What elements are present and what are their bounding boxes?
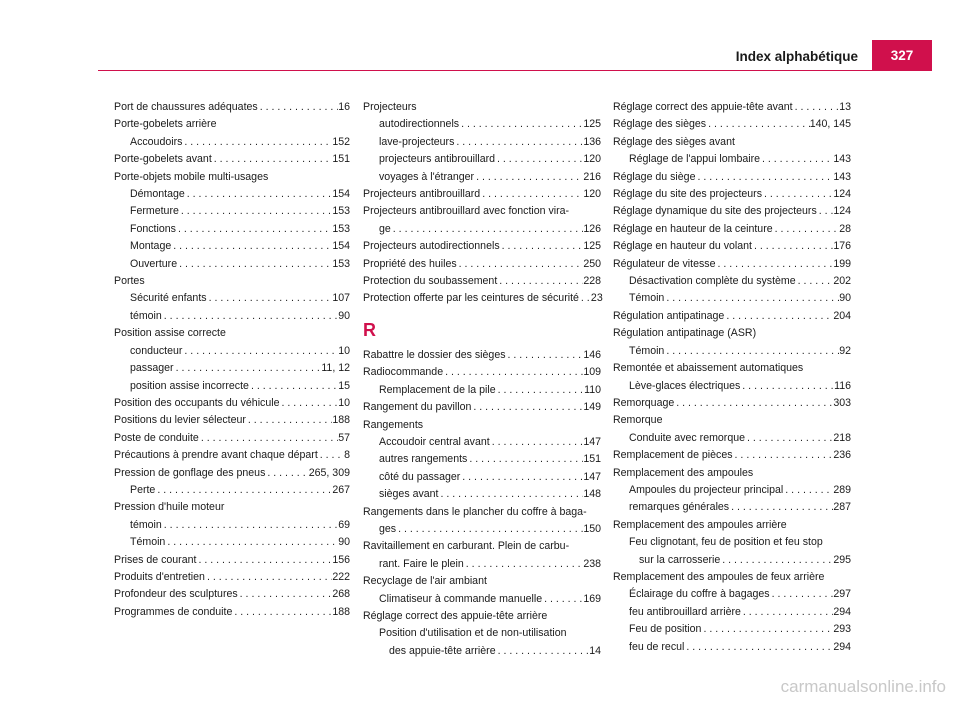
index-subentry: Témoin . . . 90 (114, 534, 350, 551)
page-number-badge: 327 (872, 40, 932, 70)
page-ref: 238 (583, 557, 601, 570)
page-ref: 169 (583, 592, 601, 605)
index-entry: Régulateur de vitesse . . . 199 (613, 256, 851, 273)
index-heading: Remplacement des ampoules de feux arrière (613, 570, 825, 583)
index-heading: Remplacement des ampoules arrière (613, 518, 787, 531)
page-ref: 143 (833, 170, 851, 183)
index-column-1 (114, 99, 350, 621)
page-ref: 250 (583, 257, 601, 270)
index-subentry-continuation: sur la carrosserie . . . 295 (613, 552, 851, 569)
index-subentry: Réglage de l'appui lombaire . . . 143 (613, 151, 851, 168)
index-subentry-wrapped: Position d'utilisation et de non-utilisation (379, 627, 567, 640)
page-ref: 120 (583, 153, 601, 166)
page-ref: 151 (332, 153, 350, 166)
watermark: carmanualsonline.info (780, 677, 946, 696)
page-ref: 199 (833, 257, 851, 270)
index-entry: Réglage en hauteur de la ceinture . . . 28 (613, 221, 851, 238)
index-subentry: Témoin . . . 90 (613, 290, 851, 307)
page-ref: 268 (332, 588, 350, 601)
index-entry: Réglage correct des appuie-tête avant . . . 13 (613, 99, 851, 116)
page-ref: 90 (338, 309, 350, 322)
index-subentry: Remplacement de la pile . . . 110 (363, 382, 601, 399)
page-ref: 202 (833, 275, 851, 288)
index-subentry: côté du passager . . . 147 (363, 469, 601, 486)
section-letter: R (363, 319, 376, 340)
index-entry: Protection du soubassement . . . 228 (363, 273, 601, 290)
page-ref: 28 (839, 222, 851, 235)
index-subentry: passager . . . 11, 12 (114, 360, 350, 377)
page-ref: 10 (338, 344, 350, 357)
index-subentry: voyages à l'étranger . . . 216 (363, 169, 601, 186)
index-entry: Porte-gobelets avant . . . 151 (114, 151, 350, 168)
page-ref: 23 (590, 292, 603, 305)
index-entry: Positions du levier sélecteur . . . 188 (114, 412, 350, 429)
index-entry: Remplacement de pièces . . . 236 (613, 447, 851, 464)
page-ref: 289 (833, 483, 851, 496)
page-ref: 222 (332, 570, 350, 583)
page-ref: 90 (338, 536, 350, 549)
page-ref: 216 (583, 170, 601, 183)
page-ref: 147 (583, 435, 601, 448)
index-heading: Remontée et abaissement automatiques (613, 362, 804, 375)
page-ref: 188 (332, 605, 350, 618)
index-subentry-wrapped: Feu clignotant, feu de position et feu stop (629, 536, 823, 549)
page-ref: 153 (332, 205, 350, 218)
index-entry: Protection offerte par les ceintures de sécurité . . . 23 (363, 290, 601, 307)
index-subentry: sièges avant . . . 148 (363, 486, 601, 503)
page-ref: 236 (833, 449, 851, 462)
index-subentry-continuation: des appuie-tête arrière . . . 14 (363, 643, 601, 660)
index-subentry: conducteur . . . 10 (114, 343, 350, 360)
index-subentry: feu de recul . . . 294 (613, 639, 851, 656)
index-heading: Porte-gobelets arrière (114, 118, 217, 131)
page-ref: 124 (833, 205, 851, 218)
index-subentry: Fonctions . . . 153 (114, 221, 350, 238)
header-divider (98, 70, 932, 71)
index-entry: Port de chaussures adéquates . . . 16 (114, 99, 350, 116)
index-subentry: remarques générales . . . 287 (613, 499, 851, 516)
page-ref: 218 (833, 431, 851, 444)
page-ref: 124 (833, 188, 851, 201)
index-heading: Régulation antipatinage (ASR) (613, 327, 757, 340)
page-ref: 16 (338, 101, 350, 113)
page-ref: 265, 309 (308, 466, 350, 479)
page-ref: 228 (583, 275, 601, 288)
index-subentry: Ampoules du projecteur principal . . . 289 (613, 482, 851, 499)
index-heading: Portes (114, 275, 145, 288)
index-entry: Propriété des huiles . . . 250 (363, 256, 601, 273)
page-ref: 303 (833, 396, 851, 409)
page-ref: 295 (833, 553, 851, 566)
index-heading: Remorque (613, 414, 663, 427)
index-entry: Programmes de conduite . . . 188 (114, 604, 350, 621)
page-ref: 294 (833, 605, 851, 618)
page-ref: 146 (583, 348, 601, 361)
index-heading: Remplacement des ampoules (613, 466, 754, 479)
index-entry: Profondeur des sculptures . . . 268 (114, 586, 350, 603)
index-subentry: Désactivation complète du système . . . 202 (613, 273, 851, 290)
page-ref: 154 (332, 188, 350, 201)
page-ref: 10 (338, 396, 350, 409)
index-subentry: témoin . . . 90 (114, 308, 350, 325)
page-ref: 57 (338, 431, 350, 444)
page-ref: 154 (332, 240, 350, 253)
index-entry: Régulation antipatinage . . . 204 (613, 308, 851, 325)
index-entry: Produits d'entretien . . . 222 (114, 569, 350, 586)
page-ref: 148 (583, 488, 601, 501)
page-ref: 15 (338, 379, 350, 392)
page-ref: 152 (332, 135, 350, 148)
page-ref: 92 (839, 344, 851, 357)
index-subentry: Témoin . . . 92 (613, 343, 851, 360)
index-subentry: Lève-glaces électriques . . . 116 (613, 378, 851, 395)
index-heading: Réglage correct des appuie-tête arrière (363, 609, 548, 622)
index-entry-wrapped: Ravitaillement en carburant. Plein de carbu- (363, 540, 570, 553)
index-subentry: Ouverture . . . 153 (114, 256, 350, 273)
index-entry: Projecteurs autodirectionnels . . . 125 (363, 238, 601, 255)
page-ref: 176 (833, 240, 851, 253)
index-heading: Rangements (363, 418, 424, 431)
page-ref: 156 (332, 553, 350, 566)
index-heading: Projecteurs (363, 101, 417, 113)
index-column-3 (613, 99, 851, 656)
index-entry: Projecteurs antibrouillard . . . 120 (363, 186, 601, 203)
index-column-2 (363, 99, 601, 660)
index-entry: Précautions à prendre avant chaque départ . . . 8 (114, 447, 350, 464)
page-ref: 287 (833, 501, 851, 514)
page-ref: 147 (583, 470, 601, 483)
index-heading: Porte-objets mobile multi-usages (114, 170, 269, 183)
index-subentry: Perte . . . 267 (114, 482, 350, 499)
index-entry: Poste de conduite . . . 57 (114, 430, 350, 447)
page-ref: 136 (583, 135, 601, 148)
index-entry: Rabattre le dossier des sièges . . . 146 (363, 347, 601, 364)
page-ref: 293 (833, 623, 851, 636)
page-ref: 126 (583, 222, 601, 235)
index-subentry: autres rangements . . . 151 (363, 451, 601, 468)
page-ref: 120 (583, 188, 601, 201)
index-entry: Réglage en hauteur du volant . . . 176 (613, 238, 851, 255)
page-ref: 107 (332, 292, 350, 305)
index-entry: Réglage du siège . . . 143 (613, 169, 851, 186)
index-subentry: Accoudoirs . . . 152 (114, 134, 350, 151)
page-ref: 204 (833, 309, 851, 322)
index-subentry: feu antibrouillard arrière . . . 294 (613, 604, 851, 621)
page-ref: 125 (583, 240, 601, 253)
index-subentry: position assise incorrecte . . . 15 (114, 378, 350, 395)
index-entry: Pression de gonflage des pneus . . . 265, 309 (114, 465, 350, 482)
index-entry: Remorquage . . . 303 (613, 395, 851, 412)
page-ref: 267 (332, 483, 350, 496)
index-entry: Rangement du pavillon . . . 149 (363, 399, 601, 416)
page-ref: 151 (583, 453, 601, 466)
page-ref: 150 (583, 522, 601, 535)
index-subentry: Feu de position . . . 293 (613, 621, 851, 638)
index-subentry: Montage . . . 154 (114, 238, 350, 255)
index-subentry: autodirectionnels . . . 125 (363, 116, 601, 133)
page-ref: 297 (833, 588, 851, 601)
index-subentry: Conduite avec remorque . . . 218 (613, 430, 851, 447)
page-ref: 110 (584, 383, 601, 396)
index-entry: Réglage dynamique du site des projecteurs . . . 124 (613, 203, 851, 220)
index-entry: Position des occupants du véhicule . . . 10 (114, 395, 350, 412)
index-entry: Réglage du site des projecteurs . . . 124 (613, 186, 851, 203)
index-heading: Pression d'huile moteur (114, 501, 225, 514)
page-ref: 8 (344, 449, 350, 462)
section-title: Index alphabétique (735, 49, 858, 64)
index-entry: Radiocommande . . . 109 (363, 364, 601, 381)
index-heading: Réglage des sièges avant (613, 135, 735, 148)
page-ref: 69 (338, 518, 350, 531)
page-ref: 143 (833, 153, 851, 166)
page-ref: 14 (589, 644, 601, 657)
index-entry-wrapped: Rangements dans le plancher du coffre à baga- (363, 505, 587, 518)
page-ref: 149 (583, 401, 601, 414)
page-ref: 153 (332, 222, 350, 235)
page-ref: 109 (583, 366, 601, 379)
page-ref: 13 (839, 101, 851, 113)
index-entry-continuation: ge . . . 126 (363, 221, 601, 238)
index-entry-continuation: rant. Faire le plein . . . 238 (363, 556, 601, 573)
index-heading: Position assise correcte (114, 327, 226, 340)
index-subentry: Sécurité enfants . . . 107 (114, 290, 350, 307)
index-subentry: projecteurs antibrouillard . . . 120 (363, 151, 601, 168)
index-heading: Recyclage de l'air ambiant (363, 575, 487, 588)
index-entry-wrapped: Projecteurs antibrouillard avec fonction vira- (363, 205, 570, 218)
page-ref: 11, 12 (321, 362, 350, 375)
index-subentry: Climatiseur à commande manuelle . . . 169 (363, 591, 601, 608)
index-subentry: lave-projecteurs . . . 136 (363, 134, 601, 151)
index-entry: Réglage des sièges . . . 140, 145 (613, 116, 851, 133)
page-ref: 116 (834, 379, 851, 392)
page-ref: 125 (583, 118, 601, 131)
page-ref: 90 (839, 292, 851, 305)
index-entry-continuation: ges . . . 150 (363, 521, 601, 538)
index-subentry: Éclairage du coffre à bagages . . . 297 (613, 586, 851, 603)
index-subentry: Démontage . . . 154 (114, 186, 350, 203)
page-ref: 153 (332, 257, 350, 270)
index-subentry: Fermeture . . . 153 (114, 203, 350, 220)
page-ref: 188 (332, 414, 350, 427)
page-ref: 140, 145 (809, 118, 851, 131)
index-entry: Prises de courant . . . 156 (114, 552, 350, 569)
index-subentry: Accoudoir central avant . . . 147 (363, 434, 601, 451)
page-ref: 294 (833, 640, 851, 653)
index-subentry: témoin . . . 69 (114, 517, 350, 534)
